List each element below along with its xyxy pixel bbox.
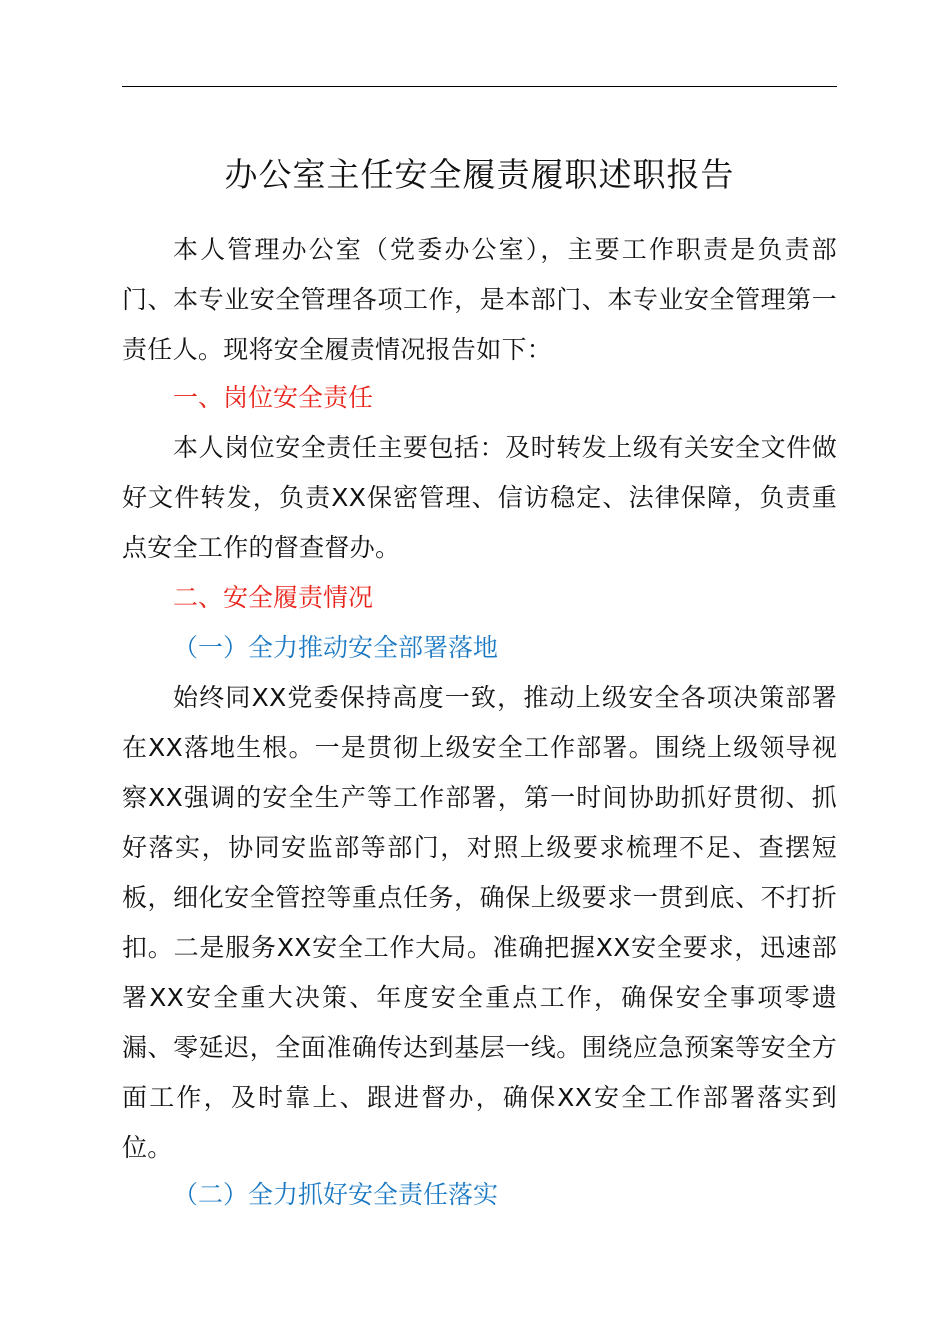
header-rule xyxy=(122,86,837,87)
subsection-2-heading: （二）全力抓好安全责任落实 xyxy=(173,1180,499,1209)
section-2-heading: 二、安全履责情况 xyxy=(173,583,374,612)
intro-paragraph: 本人管理办公室（党委办公室），主要工作职责是负责部门、本专业安全管理各项工作，是本部门、本专业安全管理第一责任人。现将安全履责情况报告如下： xyxy=(122,235,837,364)
subsection-1-heading: （一）全力推动安全部署落地 xyxy=(173,633,499,662)
section-1-body: 本人岗位安全责任主要包括：及时转发上级有关安全文件做好文件转发，负责XX保密管理、信访稳定、法律保障，负责重点安全工作的督查督办。 xyxy=(122,433,837,562)
subsection-1-body: 始终同XX党委保持高度一致，推动上级安全各项决策部署在XX落地生根。一是贯彻上级安全工作部署。围绕上级领导视察XX强调的安全生产等工作部署，第一时间协助抓好贯彻、抓好落实，协同安监部等部门，对照上级要求梳理不足、查摆短板，细化安全管控等重点任务，确保上级要求一贯到底、不打折扣。二是服务XX安全工作大局。准确把握XX安全要求，迅速部署XX安全重大决策、年度安全重点工作，确保安全事项零遗漏、零延迟，全面准确传达到基层一线。围绕应急预案等安全方面工作，及时靠上、跟进督办，确保XX安全工作部署落实到位。 xyxy=(122,683,837,1162)
section-1-heading: 一、岗位安全责任 xyxy=(173,383,374,412)
document-title: 办公室主任安全履责履职述职报告 xyxy=(224,155,735,194)
